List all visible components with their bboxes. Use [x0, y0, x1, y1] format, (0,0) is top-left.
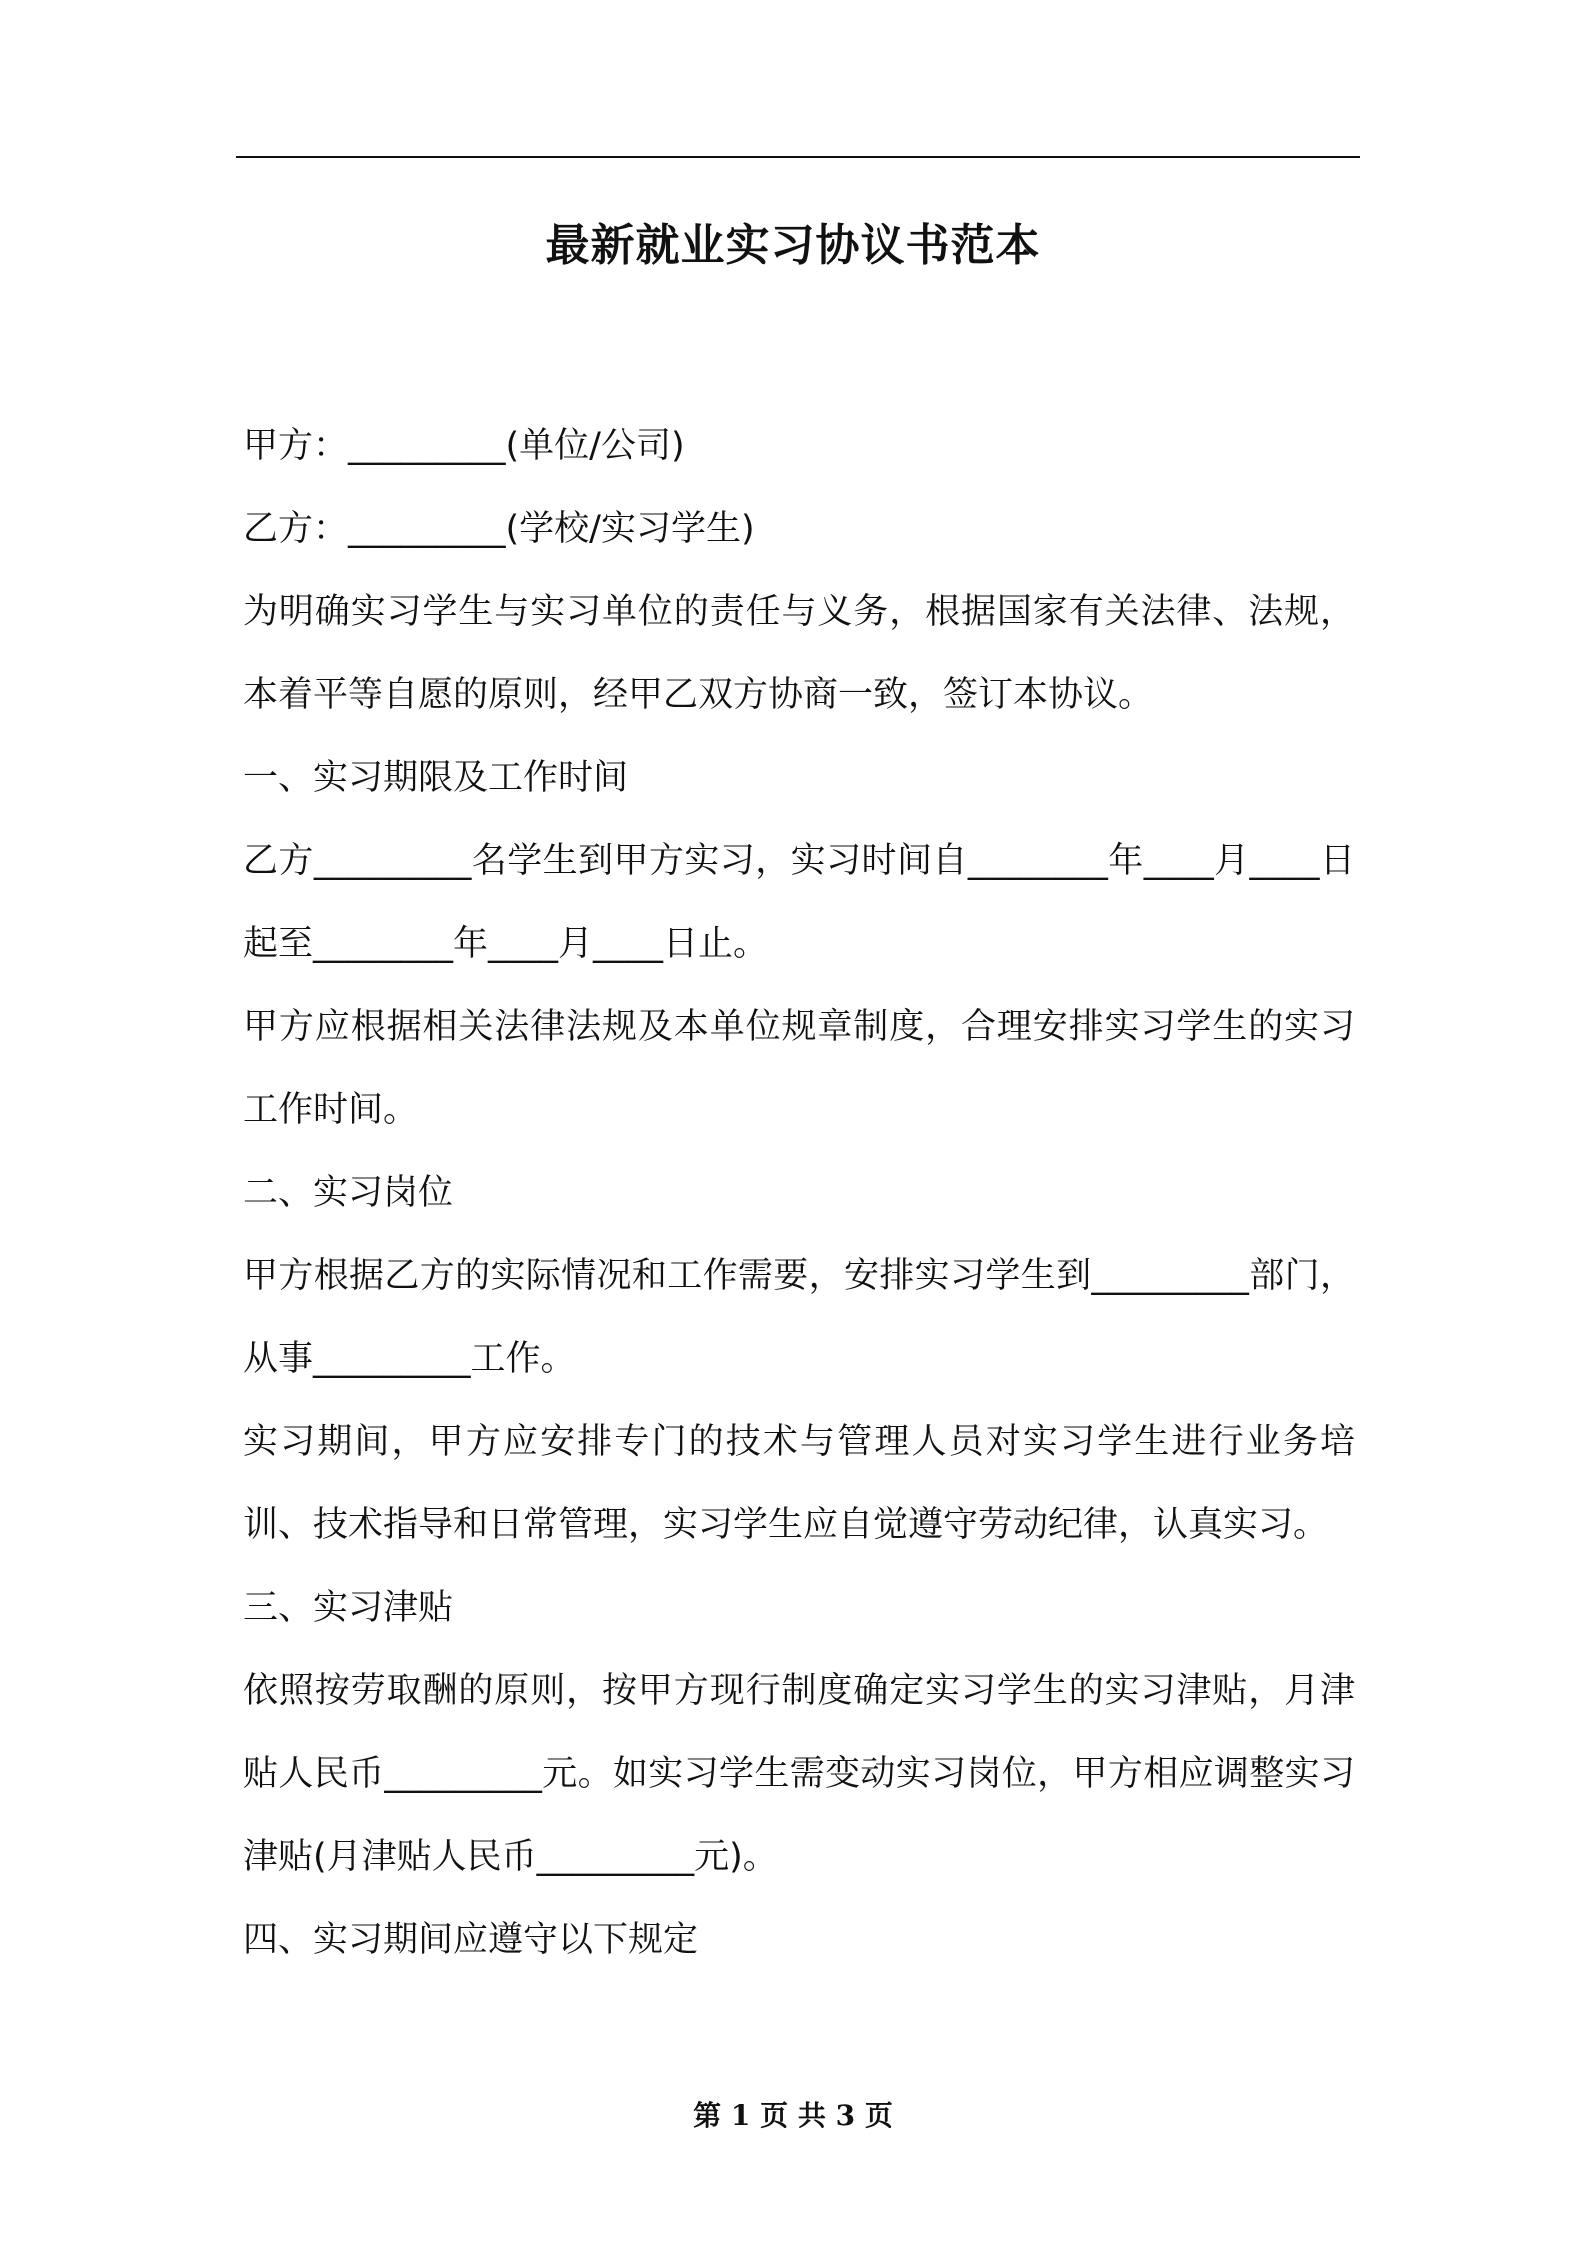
allowance-paragraph: 依照按劳取酬的原则，按甲方现行制度确定实习学生的实习津贴，月津贴人民币_________元。如实习学生需变动实习岗位，甲方相应调整实习津贴(月津贴人民币_________元)。	[243, 1671, 1355, 1877]
period-paragraph: 乙方_________名学生到甲方实习，实习时间自________年____月____日起至________年____月____日止。	[243, 841, 1355, 964]
section-heading-3: 三、实习津贴	[243, 1588, 454, 1628]
work-time-paragraph: 甲方应根据相关法律法规及本单位规章制度，合理安排实习学生的实习工作时间。	[243, 1007, 1355, 1130]
section-heading-4: 四、实习期间应遵守以下规定	[243, 1920, 699, 1960]
position-paragraph: 甲方根据乙方的实际情况和工作需要，安排实习学生到_________部门，从事_________工作。	[243, 1256, 1355, 1379]
page-number-footer: 第 1 页 共 3 页	[693, 2099, 893, 2132]
document-body	[243, 405, 1355, 1982]
header-rule	[236, 156, 1360, 158]
preamble-paragraph: 为明确实习学生与实习单位的责任与义务，根据国家有关法律、法规，本着平等自愿的原则，经甲乙双方协商一致，签订本协议。	[243, 592, 1355, 715]
party-b-line: 乙方：_________(学校/实习学生)	[243, 509, 755, 549]
section-heading-2: 二、实习岗位	[243, 1173, 454, 1213]
section-heading-1: 一、实习期限及工作时间	[243, 758, 629, 798]
training-paragraph: 实习期间，甲方应安排专门的技术与管理人员对实习学生进行业务培训、技术指导和日常管理，实习学生应自觉遵守劳动纪律，认真实习。	[243, 1422, 1355, 1545]
party-a-line: 甲方：_________(单位/公司)	[243, 426, 685, 466]
document-title: 最新就业实习协议书范本	[545, 220, 1041, 271]
